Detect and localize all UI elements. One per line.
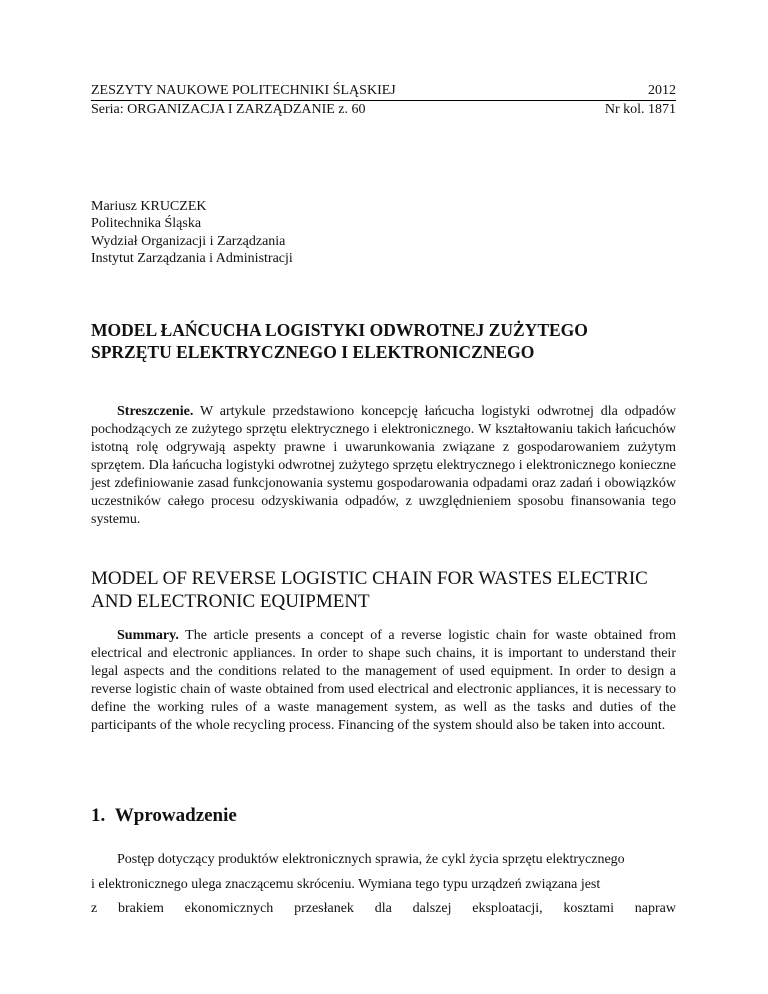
journal-issue: Nr kol. 1871 — [604, 102, 676, 117]
journal-header — [91, 82, 676, 118]
abstract-pl-label: Streszczenie. — [117, 404, 194, 419]
author-name: Mariusz KRUCZEK — [91, 199, 207, 214]
title-en-line1: MODEL OF REVERSE LOGISTIC CHAIN FOR WASTES ELECTRIC — [91, 568, 648, 589]
abstract-pl-text: W artykule przedstawiono koncepcję łańcucha logistyki odwrotnej dla odpadów pochodzących ze zużytego sprzętu elektrycznego i elektronicznego. W kształtowaniu takich łańcuchów istotną rolę odgrywają aspekty prawne i uwarunkowania związane z gospodarowaniem zużytym sprzętem. Dla łańcucha logistyki odwrotnej zużytego sprzętu elektrycznego i elektronicznego konieczne jest zdefiniowanie zasad funkcjonowania systemu gospodarowania odpadami oraz zadań i obowiązków uczestników całego procesu odzyskiwania odpadów, z uwzględnieniem sposobu finansowania tego systemu. — [91, 404, 676, 527]
journal-series: Seria: ORGANIZACJA I ZARZĄDZANIE z. 60 — [91, 102, 366, 117]
journal-year: 2012 — [648, 83, 676, 98]
section-heading — [91, 804, 237, 827]
header-row-series — [91, 101, 676, 118]
intro-line: Postęp dotyczący produktów elektronicznych sprawia, że cykl życia sprzętu elektrycznego — [117, 852, 625, 867]
author-faculty: Wydział Organizacji i Zarządzania — [91, 233, 286, 249]
intro-line-justified: z brakiem ekonomicznych przesłanek dla dalszej eksploatacji, kosztami napraw — [91, 901, 676, 916]
author-university: Politechnika Śląska — [91, 216, 202, 232]
title-pl-line2: SPRZĘTU ELEKTRYCZNEGO I ELEKTRONICZNEGO — [91, 342, 535, 362]
abstract-en-label: Summary. — [117, 628, 179, 643]
journal-name: ZESZYTY NAUKOWE POLITECHNIKI ŚLĄSKIEJ — [91, 83, 396, 98]
section-title: Wprowadzenie — [114, 805, 237, 826]
author-institute: Instytut Zarządzania i Administracji — [91, 251, 293, 267]
title-en-line2: AND ELECTRONIC EQUIPMENT — [91, 591, 370, 612]
abstract-en-text: The article presents a concept of a reverse logistic chain for waste obtained from electrical and electronic appliances. In order to shape such chains, it is important to understand their legal aspects and the conditions related to the management of used equipment. In order to design a reverse logistic chain of waste obtained from used electrical and electronic appliances, it is necessary to define the working rules of a waste management system, as well as the tasks and duties of the participants of the whole recycling process. Financing of the system should also be taken into account. — [91, 628, 677, 733]
paper-title-pl — [91, 319, 676, 363]
header-row-journal — [91, 82, 676, 101]
title-pl-line1: MODEL ŁAŃCUCHA LOGISTYKI ODWROTNEJ ZUŻYTEGO — [91, 320, 588, 340]
section-number: 1. — [91, 805, 106, 826]
author-block — [91, 198, 293, 268]
intro-line: i elektronicznego ulega znaczącemu skróceniu. Wymiana tego typu urządzeń związana jest — [91, 876, 601, 892]
abstract-pl — [91, 403, 676, 529]
paper-title-en — [91, 567, 676, 613]
intro-paragraph — [91, 848, 676, 922]
abstract-en — [91, 627, 676, 735]
